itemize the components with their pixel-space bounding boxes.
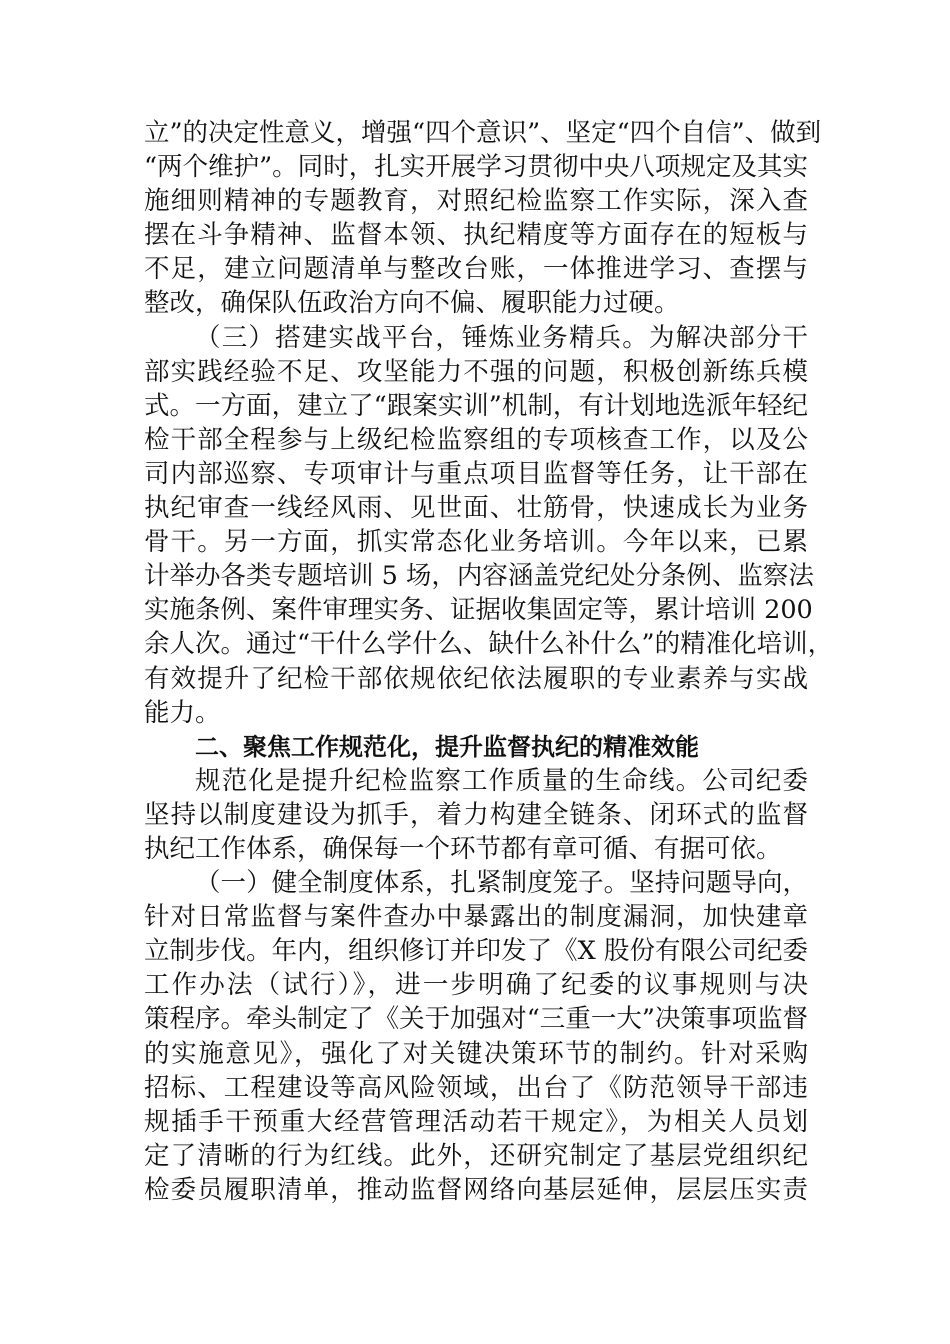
text-line: 实施条例、案件审理实务、证据收集固定等，累计培训 200 bbox=[144, 595, 813, 626]
text-line: 检委员履职清单，推动监督网络向基层延伸，层层压实责 bbox=[144, 1174, 808, 1205]
text-line: 骨干。另一方面，抓实常态化业务培训。今年以来，已累 bbox=[144, 527, 808, 558]
document-body-text bbox=[144, 116, 834, 1207]
text-line: 不足，建立问题清单与整改台账，一体推进学习、查摆与 bbox=[144, 254, 808, 285]
text-line: 司内部巡察、专项审计与重点项目监督等任务，让干部在 bbox=[144, 458, 808, 489]
text-line: 执纪审查一线经风雨、见世面、壮筋骨，快速成长为业务 bbox=[144, 493, 808, 524]
text-line: “两个维护”。同时，扎实开展学习贯彻中央八项规定及其实 bbox=[144, 152, 808, 183]
text-line: 工作办法（试行）》，进一步明确了纪委的议事规则与决 bbox=[144, 970, 808, 1001]
text-line: 的实施意见》，强化了对关键决策环节的制约。针对采购 bbox=[144, 1038, 808, 1069]
text-line: 施细则精神的专题教育，对照纪检监察工作实际，深入查 bbox=[144, 186, 808, 217]
text-line: 坚持以制度建设为抓手，着力构建全链条、闭环式的监督 bbox=[144, 799, 808, 830]
text-line: 检干部全程参与上级纪检监察组的专项核查工作，以及公 bbox=[144, 424, 808, 455]
text-line: 余人次。通过“干什么学什么、缺什么补什么”的精准化培训， bbox=[144, 629, 834, 660]
section-heading: 二、聚焦工作规范化，提升监督执纪的精准效能 bbox=[195, 732, 699, 761]
text-line: 定了清晰的行为红线。此外，还研究制定了基层党组织纪 bbox=[144, 1140, 808, 1171]
text-line: 能力。 bbox=[144, 697, 221, 728]
text-line: 立制步伐。年内，组织修订并印发了《X 股份有限公司纪委 bbox=[144, 936, 808, 967]
text-line: 规范化是提升纪检监察工作质量的生命线。公司纪委 bbox=[195, 765, 808, 796]
text-line: （一）健全制度体系，扎紧制度笼子。坚持问题导向， bbox=[195, 868, 808, 899]
text-line: （三）搭建实战平台，锤炼业务精兵。为解决部分干 bbox=[195, 322, 808, 353]
text-line: 执纪工作体系，确保每一个环节都有章可循、有据可依。 bbox=[144, 833, 782, 864]
text-line: 针对日常监督与案件查办中暴露出的制度漏洞，加快建章 bbox=[144, 902, 808, 933]
text-line: 规插手干预重大经营管理活动若干规定》，为相关人员划 bbox=[144, 1106, 808, 1137]
text-line: 式。一方面，建立了“跟案实训”机制，有计划地选派年轻纪 bbox=[144, 390, 808, 421]
text-line: 计举办各类专题培训 5 场，内容涵盖党纪处分条例、监察法 bbox=[144, 561, 814, 592]
text-line: 策程序。牵头制定了《关于加强对“三重一大”决策事项监督 bbox=[144, 1004, 808, 1035]
text-line: 部实践经验不足、攻坚能力不强的问题，积极创新练兵模 bbox=[144, 356, 808, 387]
text-line: 有效提升了纪检干部依规依纪依法履职的专业素养与实战 bbox=[144, 663, 808, 694]
text-line: 整改，确保队伍政治方向不偏、履职能力过硬。 bbox=[144, 288, 680, 319]
text-line: 招标、工程建设等高风险领域，出台了《防范领导干部违 bbox=[144, 1072, 808, 1103]
text-line: 立”的决定性意义，增强“四个意识”、坚定“四个自信”、做到 bbox=[144, 118, 822, 148]
text-line: 摆在斗争精神、监督本领、执纪精度等方面存在的短板与 bbox=[144, 220, 808, 251]
